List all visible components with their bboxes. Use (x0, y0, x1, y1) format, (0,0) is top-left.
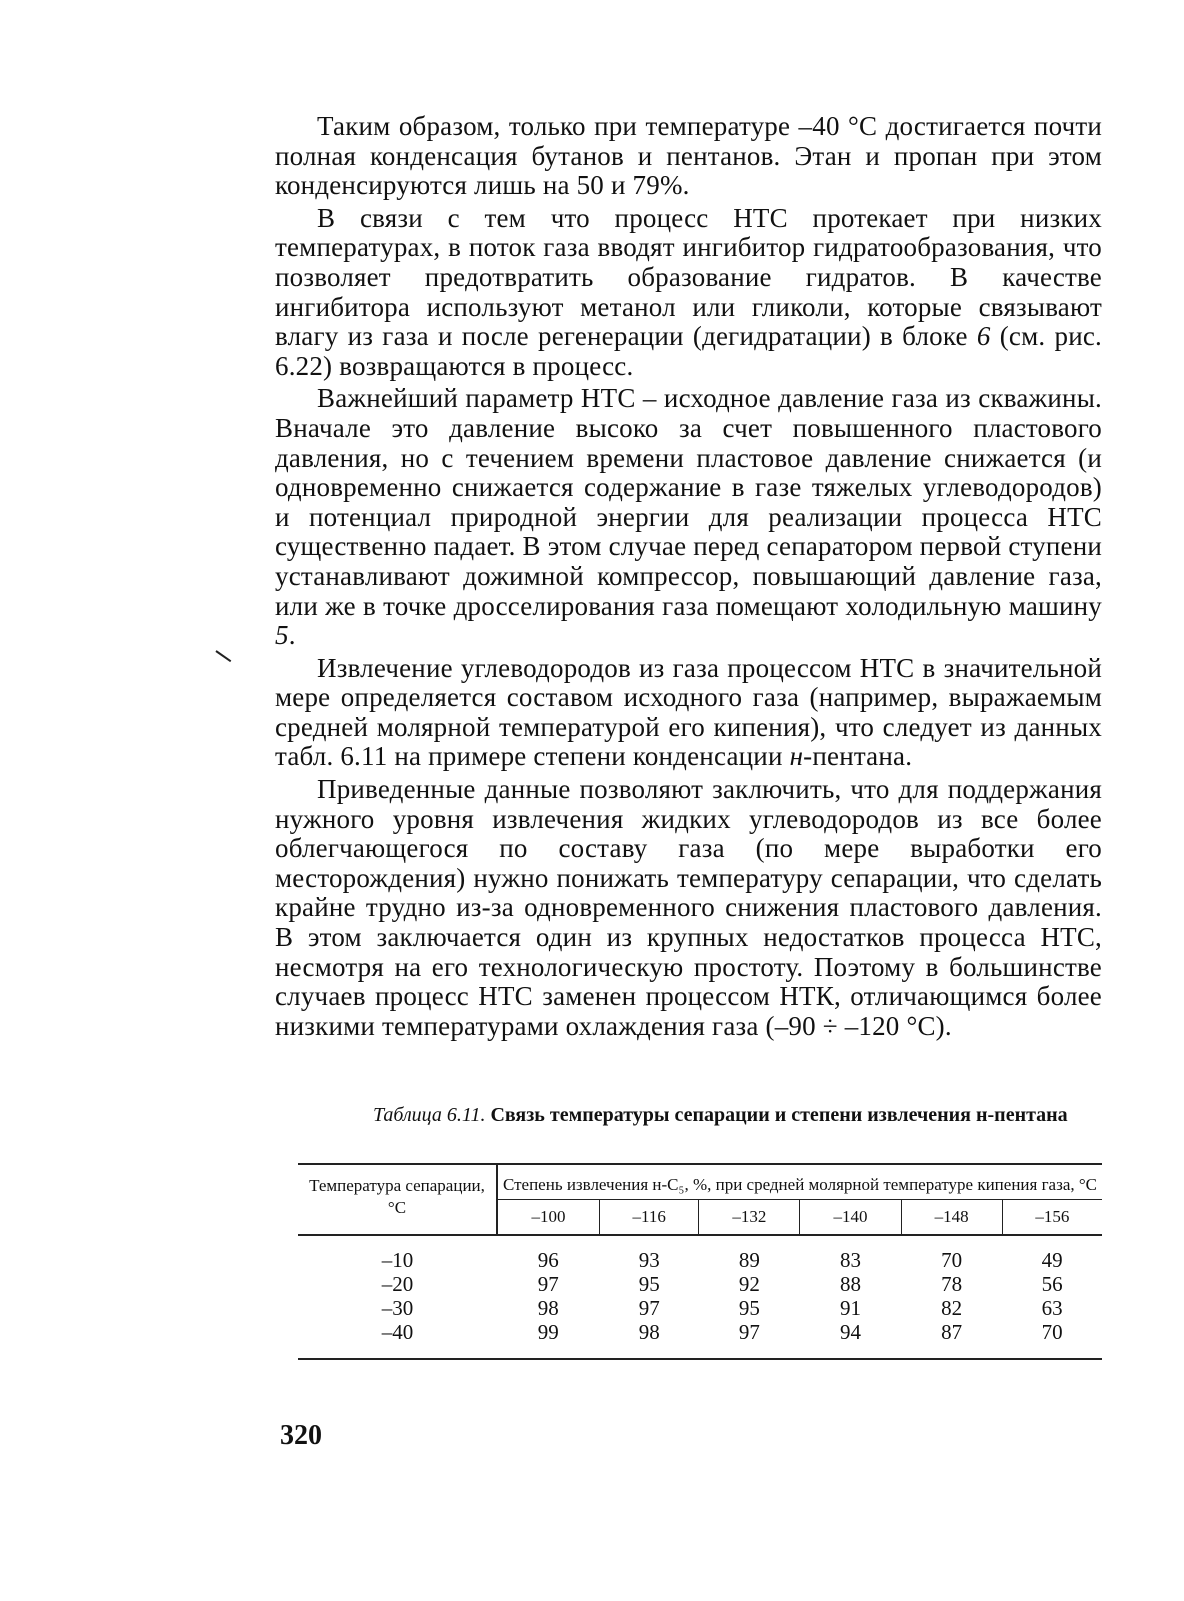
row-temperature: –40 (298, 1320, 497, 1359)
table-row (298, 1296, 1102, 1320)
paragraph-2-tail: (см. рис. 6.22) возвращаются в процесс. (275, 321, 1102, 381)
table-caption-label: Таблица 6.11. (373, 1104, 486, 1126)
column-header: –116 (600, 1200, 699, 1236)
paragraph-5 (275, 775, 1102, 1041)
table-cell: 91 (840, 1296, 862, 1320)
table-cell: 95 (638, 1272, 660, 1296)
table-cell: 82 (941, 1296, 963, 1320)
stray-pen-mark (215, 650, 231, 662)
table-cell: 87 (901, 1320, 1002, 1359)
column-header: –148 (901, 1200, 1002, 1236)
table-cell: 70 (1002, 1320, 1102, 1359)
row-temperature: –10 (381, 1248, 414, 1272)
column-header: –156 (1002, 1200, 1102, 1236)
table-cell: 97 (638, 1296, 660, 1320)
table-header-row (298, 1164, 1102, 1200)
page-number: 320 (280, 1420, 322, 1451)
table-cell: 98 (537, 1296, 559, 1320)
paragraph-3-text: Важнейший параметр НТС – исходное давление газа из скважины. Вначале это давление высоко за счет повышенного пластового давления, но с течением времени пластовое давление снижается (и одновременно снижается содержание в газе тяжелых углеводородов) и потенциал природной энергии для реализации процесса НТС существенно падает. В этом случае перед сепаратором первой ступени устанавливают дожимной компрессор, повышающий давление газа, или же в точке дросселирования газа помещают холодильную машину (275, 383, 1102, 621)
table-cell: 83 (840, 1248, 862, 1272)
table-cell: 93 (638, 1248, 660, 1272)
header-extraction-degree: Степень извлечения н-С₅, %, при средней молярной температуре кипения газа, °С (497, 1164, 1102, 1200)
block-reference: 6 (976, 321, 991, 352)
table-cell: 99 (497, 1320, 600, 1359)
table-cell: 94 (800, 1320, 901, 1359)
normal-prefix: н (789, 741, 804, 772)
paragraph-5-text: Приведенные данные позволяют заключить, что для поддержания нужного уровня извлечения жидких углеводородов из все более облегчающегося по составу газа (по мере выработки его месторождения) нужно понижать температуру сепарации, что сделать крайне трудно из-за одновременного снижения пластового давления. В этом заключается один из крупных недостатков процесса НТС, несмотря на его технологическую простоту. Поэтому в большинстве случаев процесс НТС заменен процессом НТК, отличающимся более низкими температурами охлаждения газа (–90 ÷ –120 °С). (275, 774, 1102, 1041)
table-cell: 78 (941, 1272, 963, 1296)
paragraph-3-tail: . (288, 620, 296, 651)
table-row (298, 1320, 1102, 1359)
paragraph-3 (275, 384, 1102, 650)
table-cell: 89 (738, 1248, 760, 1272)
table-cell: 49 (1041, 1248, 1063, 1272)
column-header: –132 (699, 1200, 800, 1236)
header-separation-temperature: Температура сепарации, °С (298, 1164, 497, 1235)
table-cell: 92 (738, 1272, 760, 1296)
table-cell: 96 (537, 1248, 559, 1272)
paragraph-4-tail: -пентана. (803, 741, 913, 772)
table-cell: 97 (537, 1272, 559, 1296)
paragraph-2-text: В связи с тем что процесс НТС протекает при низких температурах, в поток газа вводят ингибитор гидратообразования, что позволяет предотвратить образование гидратов. В качестве ингибитора используют метанол или гликоли, которые связывают влагу из газа и после регенерации (дегидратации) в блоке (275, 202, 1102, 352)
paragraph-1-text: Таким образом, только при температуре –40 °С достигается почти полная конденсация бутанов и пентанов. Этан и пропан при этом конденсируются лишь на 50 и 79%. (275, 111, 1102, 201)
column-header: –140 (800, 1200, 901, 1236)
paragraph-4 (275, 654, 1102, 772)
page-body (275, 112, 1102, 1044)
table-cell: 98 (600, 1320, 699, 1359)
data-table (298, 1163, 1102, 1360)
table-cell: 88 (840, 1272, 862, 1296)
table-caption (373, 1103, 1103, 1127)
table-cell: 70 (941, 1248, 963, 1272)
column-header: –100 (497, 1200, 600, 1236)
table-cell: 95 (738, 1296, 760, 1320)
machine-reference: 5 (275, 620, 289, 651)
table-cell: 97 (699, 1320, 800, 1359)
table-caption-text: Связь температуры сепарации и степени извлечения н-пентана (490, 1104, 1068, 1126)
table-cell: 56 (1041, 1272, 1063, 1296)
row-temperature: –20 (381, 1272, 414, 1296)
paragraph-4-text: Извлечение углеводородов из газа процессом НТС в значительной мере определяется составом исходного газа (например, выражаемым средней молярной температурой его кипения), что следует из данных табл. 6.11 на примере степени конденсации (275, 652, 1102, 772)
table-row (298, 1235, 1102, 1272)
row-temperature: –30 (381, 1296, 414, 1320)
paragraph-1 (275, 112, 1102, 201)
table-row (298, 1272, 1102, 1296)
paragraph-2 (275, 204, 1102, 382)
table-cell: 63 (1041, 1296, 1063, 1320)
